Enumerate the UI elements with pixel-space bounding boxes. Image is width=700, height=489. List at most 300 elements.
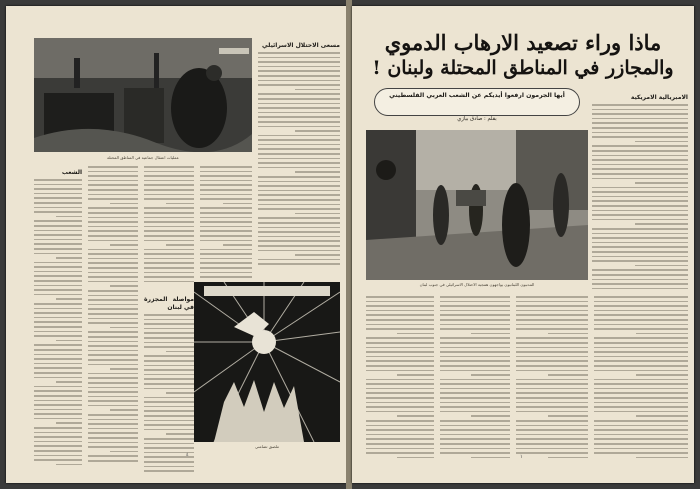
text-line — [592, 260, 688, 262]
text-line — [200, 184, 252, 186]
text-line — [258, 98, 340, 100]
text-line — [258, 227, 340, 229]
text-line — [594, 420, 688, 422]
text-line — [366, 305, 434, 307]
text-line — [144, 438, 194, 440]
left-section-heading-2: مواصلة المجزرة في لبنان — [144, 296, 194, 311]
text-line — [516, 324, 588, 326]
text-line — [200, 180, 252, 182]
text-line — [258, 66, 340, 68]
text-line — [258, 167, 340, 169]
text-line — [34, 230, 82, 232]
text-line — [258, 190, 340, 192]
left-text-column-4 — [200, 166, 252, 281]
text-line — [200, 272, 252, 274]
text-line — [144, 258, 194, 260]
text-line — [592, 122, 688, 124]
text-line — [440, 406, 510, 408]
text-line — [258, 84, 340, 86]
text-line — [34, 197, 82, 199]
text-line — [592, 132, 688, 134]
text-line — [34, 459, 82, 461]
text-line — [34, 184, 82, 186]
byline: بقلم : صادق بيازي — [457, 116, 497, 122]
left-page — [6, 6, 346, 483]
text-line — [258, 153, 340, 155]
text-line — [258, 107, 340, 109]
text-line — [366, 365, 434, 367]
text-line — [34, 455, 82, 457]
text-line — [88, 212, 138, 214]
text-line — [592, 118, 688, 120]
left-text-column-top — [258, 38, 340, 268]
text-line — [56, 257, 82, 259]
text-line — [144, 235, 194, 237]
text-line — [144, 171, 194, 173]
text-line — [144, 461, 194, 463]
text-line — [594, 397, 688, 399]
text-line — [200, 253, 252, 255]
text-line — [258, 204, 340, 206]
text-line — [258, 222, 340, 224]
text-line — [592, 104, 688, 106]
text-line — [34, 344, 82, 346]
text-line — [548, 333, 588, 335]
text-line — [258, 231, 340, 233]
text-line — [223, 203, 252, 205]
text-line — [34, 390, 82, 392]
left-top-photo-caption: عمليات اعتقال جماعية في المناطق المحتلة — [107, 155, 179, 160]
text-line — [144, 267, 194, 269]
text-line — [366, 411, 434, 413]
text-line — [592, 233, 688, 235]
text-line — [366, 392, 434, 394]
text-line — [295, 171, 340, 173]
text-line — [592, 246, 688, 248]
text-line — [34, 225, 82, 227]
text-line — [592, 283, 688, 285]
text-line — [144, 337, 194, 339]
text-line — [366, 342, 434, 344]
text-line — [88, 345, 138, 347]
text-line — [88, 194, 138, 196]
text-line — [594, 314, 688, 316]
text-line — [34, 220, 82, 222]
text-line — [200, 171, 252, 173]
text-line — [88, 460, 138, 462]
text-line — [366, 429, 434, 431]
text-line — [594, 347, 688, 349]
text-line — [471, 415, 510, 417]
text-line — [440, 388, 510, 390]
text-line — [258, 250, 340, 252]
text-line — [88, 272, 138, 274]
text-line — [34, 253, 82, 255]
text-line — [34, 372, 82, 374]
text-line — [258, 263, 340, 265]
text-line — [440, 452, 510, 454]
text-line — [144, 332, 194, 334]
left-top-photo — [34, 38, 252, 152]
text-line — [200, 235, 252, 237]
text-line — [258, 52, 340, 54]
text-line — [144, 281, 194, 283]
text-line — [88, 198, 138, 200]
text-line — [34, 275, 82, 277]
text-line — [594, 392, 688, 394]
text-line — [144, 346, 194, 348]
text-line — [144, 466, 194, 468]
text-line — [258, 139, 340, 141]
text-line — [366, 448, 434, 450]
text-line — [88, 446, 138, 448]
text-line — [166, 203, 194, 205]
text-line — [88, 166, 138, 168]
text-line — [34, 202, 82, 204]
text-line — [88, 387, 138, 389]
text-line — [88, 442, 138, 444]
text-line — [594, 438, 688, 440]
text-line — [110, 368, 138, 370]
text-line — [636, 457, 688, 459]
text-line — [594, 383, 688, 385]
text-line — [34, 188, 82, 190]
text-line — [34, 285, 82, 287]
right-text-column-top — [592, 90, 688, 290]
right-text-column-2 — [440, 296, 510, 466]
left-section-heading-3: الشعب — [61, 169, 82, 176]
text-line — [592, 242, 688, 244]
text-line — [440, 360, 510, 362]
text-line — [144, 328, 194, 330]
left-text-column-5 — [144, 292, 194, 472]
text-line — [34, 207, 82, 209]
text-line — [592, 145, 688, 147]
text-line — [440, 425, 510, 427]
text-line — [592, 219, 688, 221]
text-line — [258, 126, 340, 128]
text-line — [594, 365, 688, 367]
text-line — [592, 150, 688, 152]
text-line — [258, 158, 340, 160]
text-line — [144, 360, 194, 362]
text-line — [592, 205, 688, 207]
text-line — [594, 328, 688, 330]
text-line — [594, 425, 688, 427]
text-line — [144, 226, 194, 228]
text-line — [88, 281, 138, 283]
text-line — [516, 370, 588, 372]
text-line — [144, 184, 194, 186]
text-line — [594, 429, 688, 431]
text-line — [88, 331, 138, 333]
text-line — [592, 274, 688, 276]
text-line — [471, 374, 510, 376]
text-line — [258, 57, 340, 59]
text-line — [258, 194, 340, 196]
text-line — [366, 337, 434, 339]
text-line — [592, 279, 688, 281]
text-line — [366, 425, 434, 427]
text-line — [88, 308, 138, 310]
text-line — [592, 109, 688, 111]
text-line — [440, 356, 510, 358]
text-line — [516, 420, 588, 422]
text-line — [144, 342, 194, 344]
text-line — [635, 223, 688, 225]
right-page-number: ١ — [520, 454, 523, 460]
text-line — [366, 379, 434, 381]
text-line — [258, 103, 340, 105]
text-line — [440, 402, 510, 404]
text-line — [440, 429, 510, 431]
text-line — [516, 402, 588, 404]
text-line — [200, 207, 252, 209]
text-line — [516, 319, 588, 321]
text-line — [88, 189, 138, 191]
text-line — [366, 347, 434, 349]
text-line — [144, 272, 194, 274]
text-line — [592, 196, 688, 198]
text-line — [440, 411, 510, 413]
text-line — [88, 235, 138, 237]
text-line — [88, 184, 138, 186]
text-line — [366, 360, 434, 362]
text-line — [516, 438, 588, 440]
text-line — [592, 127, 688, 129]
text-line — [516, 443, 588, 445]
text-line — [88, 221, 138, 223]
text-line — [548, 415, 588, 417]
text-line — [594, 296, 688, 298]
text-line — [200, 230, 252, 232]
text-line — [34, 312, 82, 314]
text-line — [258, 199, 340, 201]
text-line — [88, 217, 138, 219]
text-line — [34, 436, 82, 438]
text-line — [440, 310, 510, 312]
text-line — [144, 443, 194, 445]
text-line — [516, 397, 588, 399]
text-line — [366, 383, 434, 385]
text-line — [258, 80, 340, 82]
text-line — [166, 392, 194, 394]
text-line — [366, 420, 434, 422]
text-line — [592, 237, 688, 239]
text-line — [56, 381, 82, 383]
text-line — [144, 240, 194, 242]
text-line — [200, 276, 252, 278]
text-line — [594, 452, 688, 454]
text-line — [516, 452, 588, 454]
text-line — [144, 429, 194, 431]
text-line — [366, 406, 434, 408]
text-line — [592, 191, 688, 193]
text-line — [34, 294, 82, 296]
text-line — [88, 226, 138, 228]
text-line — [516, 356, 588, 358]
text-line — [295, 130, 340, 132]
text-line — [440, 397, 510, 399]
text-line — [295, 213, 340, 215]
text-line — [144, 166, 194, 168]
text-line — [34, 404, 82, 406]
text-line — [88, 175, 138, 177]
text-line — [516, 360, 588, 362]
text-line — [110, 285, 138, 287]
main-headline-line-1: ماذا وراء تصعيد الارهاب الدموي — [384, 30, 662, 55]
text-line — [34, 303, 82, 305]
text-line — [88, 313, 138, 315]
text-line — [295, 89, 340, 91]
text-line — [516, 351, 588, 353]
text-line — [397, 457, 434, 459]
text-line — [636, 333, 688, 335]
text-line — [295, 254, 340, 256]
right-section-heading: الامبريالية الامريكية — [630, 94, 688, 101]
text-line — [366, 388, 434, 390]
text-line — [440, 383, 510, 385]
text-line — [366, 438, 434, 440]
text-line — [440, 337, 510, 339]
text-line — [88, 359, 138, 361]
text-line — [34, 243, 82, 245]
text-line — [88, 391, 138, 393]
text-line — [258, 162, 340, 164]
text-line — [592, 113, 688, 115]
text-line — [258, 236, 340, 238]
text-line — [440, 365, 510, 367]
text-line — [594, 310, 688, 312]
text-line — [56, 340, 82, 342]
text-line — [258, 148, 340, 150]
left-text-column-2 — [88, 166, 138, 466]
text-line — [34, 413, 82, 415]
text-line — [88, 400, 138, 402]
text-line — [200, 194, 252, 196]
text-line — [592, 178, 688, 180]
text-line — [88, 258, 138, 260]
text-line — [594, 443, 688, 445]
text-line — [635, 141, 688, 143]
text-line — [594, 337, 688, 339]
text-line — [594, 301, 688, 303]
right-main-photo — [366, 130, 588, 280]
text-line — [516, 406, 588, 408]
text-line — [635, 182, 688, 184]
text-line — [516, 425, 588, 427]
text-line — [592, 200, 688, 202]
text-line — [144, 388, 194, 390]
text-line — [366, 443, 434, 445]
text-line — [594, 406, 688, 408]
text-line — [592, 256, 688, 258]
text-line — [592, 136, 688, 138]
text-line — [516, 411, 588, 413]
text-line — [223, 244, 252, 246]
text-line — [88, 455, 138, 457]
text-line — [200, 262, 252, 264]
text-line — [34, 441, 82, 443]
text-line — [366, 314, 434, 316]
text-line — [440, 379, 510, 381]
right-main-photo-caption: المدنيون اللبنانيون يواجهون همجية الاحتلال الاسرائيلي في جنوب لبنان — [419, 282, 535, 287]
text-line — [366, 402, 434, 404]
text-line — [34, 445, 82, 447]
text-line — [34, 377, 82, 379]
text-line — [440, 296, 510, 298]
text-line — [110, 327, 138, 329]
text-line — [88, 377, 138, 379]
main-headline-line-2: والمجازر في المناطق المحتلة ولبنان ! — [372, 57, 674, 79]
kicker-text: أيها الجرمون ارفعوا أيديكم عن الشعب العربي الفلسطيني — [389, 92, 565, 99]
text-line — [34, 321, 82, 323]
text-line — [440, 370, 510, 372]
text-line — [34, 450, 82, 452]
right-main-photo-image — [366, 130, 588, 280]
text-line — [258, 208, 340, 210]
text-line — [166, 351, 194, 353]
text-line — [366, 301, 434, 303]
text-line — [88, 419, 138, 421]
text-line — [88, 171, 138, 173]
text-line — [258, 135, 340, 137]
text-line — [144, 470, 194, 472]
text-line — [258, 61, 340, 63]
text-line — [200, 258, 252, 260]
text-line — [88, 253, 138, 255]
text-line — [144, 221, 194, 223]
text-line — [592, 288, 688, 290]
text-line — [548, 457, 588, 459]
text-line — [471, 333, 510, 335]
text-line — [144, 198, 194, 200]
left-page-number: ٤ — [186, 452, 189, 458]
text-line — [594, 448, 688, 450]
text-line — [34, 248, 82, 250]
text-line — [440, 351, 510, 353]
kicker-box — [374, 88, 580, 116]
text-line — [144, 355, 194, 357]
text-line — [34, 193, 82, 195]
text-line — [56, 464, 82, 466]
text-line — [34, 234, 82, 236]
text-line — [144, 189, 194, 191]
text-line — [200, 189, 252, 191]
text-line — [144, 253, 194, 255]
text-line — [34, 358, 82, 360]
text-line — [258, 112, 340, 114]
text-line — [516, 296, 588, 298]
text-line — [88, 336, 138, 338]
text-line — [516, 429, 588, 431]
text-line — [144, 207, 194, 209]
text-line — [594, 411, 688, 413]
text-line — [88, 373, 138, 375]
text-line — [440, 438, 510, 440]
text-line — [200, 226, 252, 228]
text-line — [144, 397, 194, 399]
text-line — [144, 314, 194, 316]
text-line — [144, 276, 194, 278]
text-line — [88, 322, 138, 324]
text-line — [144, 249, 194, 251]
text-line — [258, 259, 340, 261]
text-line — [594, 388, 688, 390]
left-text-column-1 — [34, 166, 82, 466]
left-text-column-3 — [144, 166, 194, 286]
text-line — [635, 265, 688, 267]
